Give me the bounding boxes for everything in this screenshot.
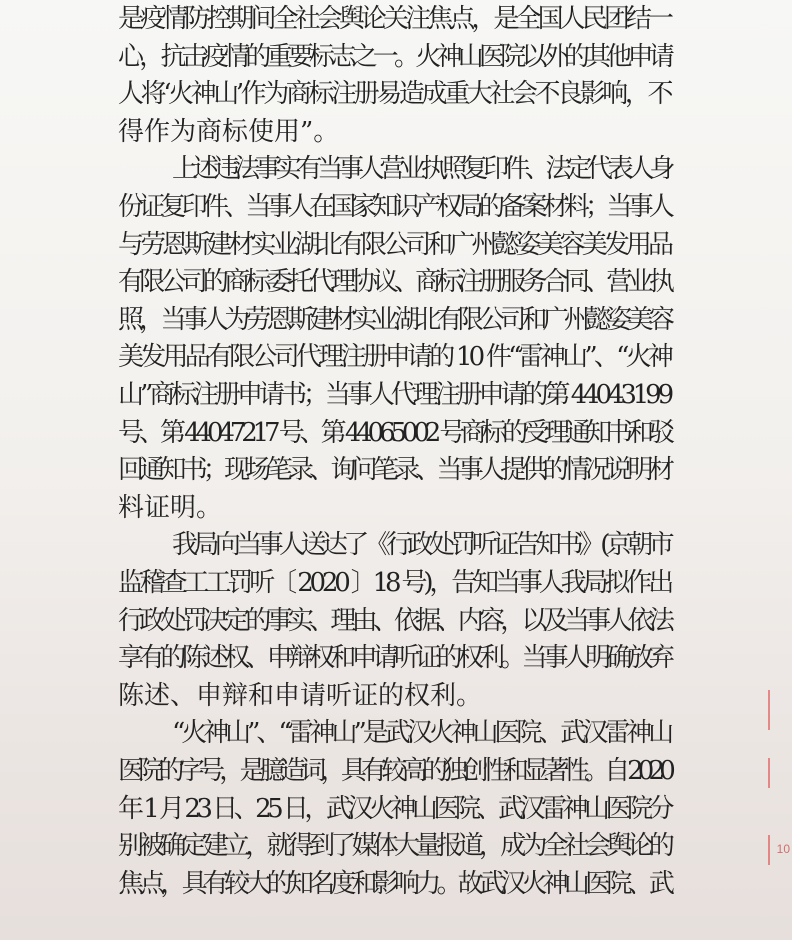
text-line: 监稽查工工罚听〔 2020 〕18 号)，告知当事人我局拟作出 <box>118 568 670 598</box>
text-line: 回通知书；现场笔录、询问笔录、当事人提供的情况说明材 <box>118 455 670 486</box>
seal-text: 10 <box>776 842 790 856</box>
text-line: 与劳恩斯建材实业湖北有限公司和广州懿姿美容美发用品 <box>118 229 670 260</box>
red-seal-fragment <box>768 758 792 788</box>
text-line: 号、第 44047217 号、第 44065002 号商标的受理通知书和驳 <box>118 417 670 448</box>
text-line: 年 1 月 23 日、25 日，武汉火神山医院、武汉雷神山医院分 <box>118 793 670 824</box>
text-line: 陈述、申辩和申请听证的权利。 <box>118 680 483 711</box>
text-line: 是疫情防控期间全社会舆论关注焦点，是全国人民团结一 <box>118 4 670 34</box>
text-line: 料证明。 <box>118 492 223 523</box>
text-line: 美发用品有限公司代理注册申请的 10 件“雷神山”、“火神 <box>118 342 670 373</box>
text-line: “火神山”、“雷神山”是武汉火神山医院、武汉雷神山 <box>172 718 670 749</box>
red-seal-fragment <box>768 690 792 730</box>
text-line: 别被确定建立，就得到了媒体大量报道，成为全社会舆论的 <box>118 831 670 862</box>
text-line: 得作为商标使用”。 <box>118 116 340 147</box>
text-line: 照，当事人为劳恩斯建材实业湖北有限公司和广州懿姿美容 <box>118 304 670 335</box>
text-line: 行政处罚决定的事实、理由、依据、内容，以及当事人依法 <box>118 605 670 636</box>
text-line: 我局向当事人送达了《行政处罚听证告知书》(京朝市 <box>172 530 670 561</box>
text-line: 医院的字号，是臆造词，具有较高的独创性和显著性。自 2020 <box>118 756 670 786</box>
text-line: 焦点，具有较大的知名度和影响力。故武汉火神山医院、武 <box>118 868 670 899</box>
text-line: 上述违法事实有当事人营业执照复印件、法定代表人身 <box>172 154 670 185</box>
text-line: 有限公司的商标委托代理协议、商标注册服务合同、营业执 <box>118 267 670 298</box>
text-line: 享有的陈述权、申辩权和申请听证的权利。当事人明确放弃 <box>118 643 670 674</box>
document-body <box>118 0 670 920</box>
text-line: 山”商标注册申请书；当事人代理注册申请的第 44043199 <box>118 380 670 410</box>
text-line: 人将‘火神山’作为商标注册易造成重大社会不良影响，不 <box>118 79 670 110</box>
text-line: 份证复印件、当事人在国家知识产权局的备案材料；当事人 <box>118 192 670 222</box>
text-line: 心，抗击疫情的重要标志之一。火神山医院以外的其他申请 <box>118 41 670 72</box>
